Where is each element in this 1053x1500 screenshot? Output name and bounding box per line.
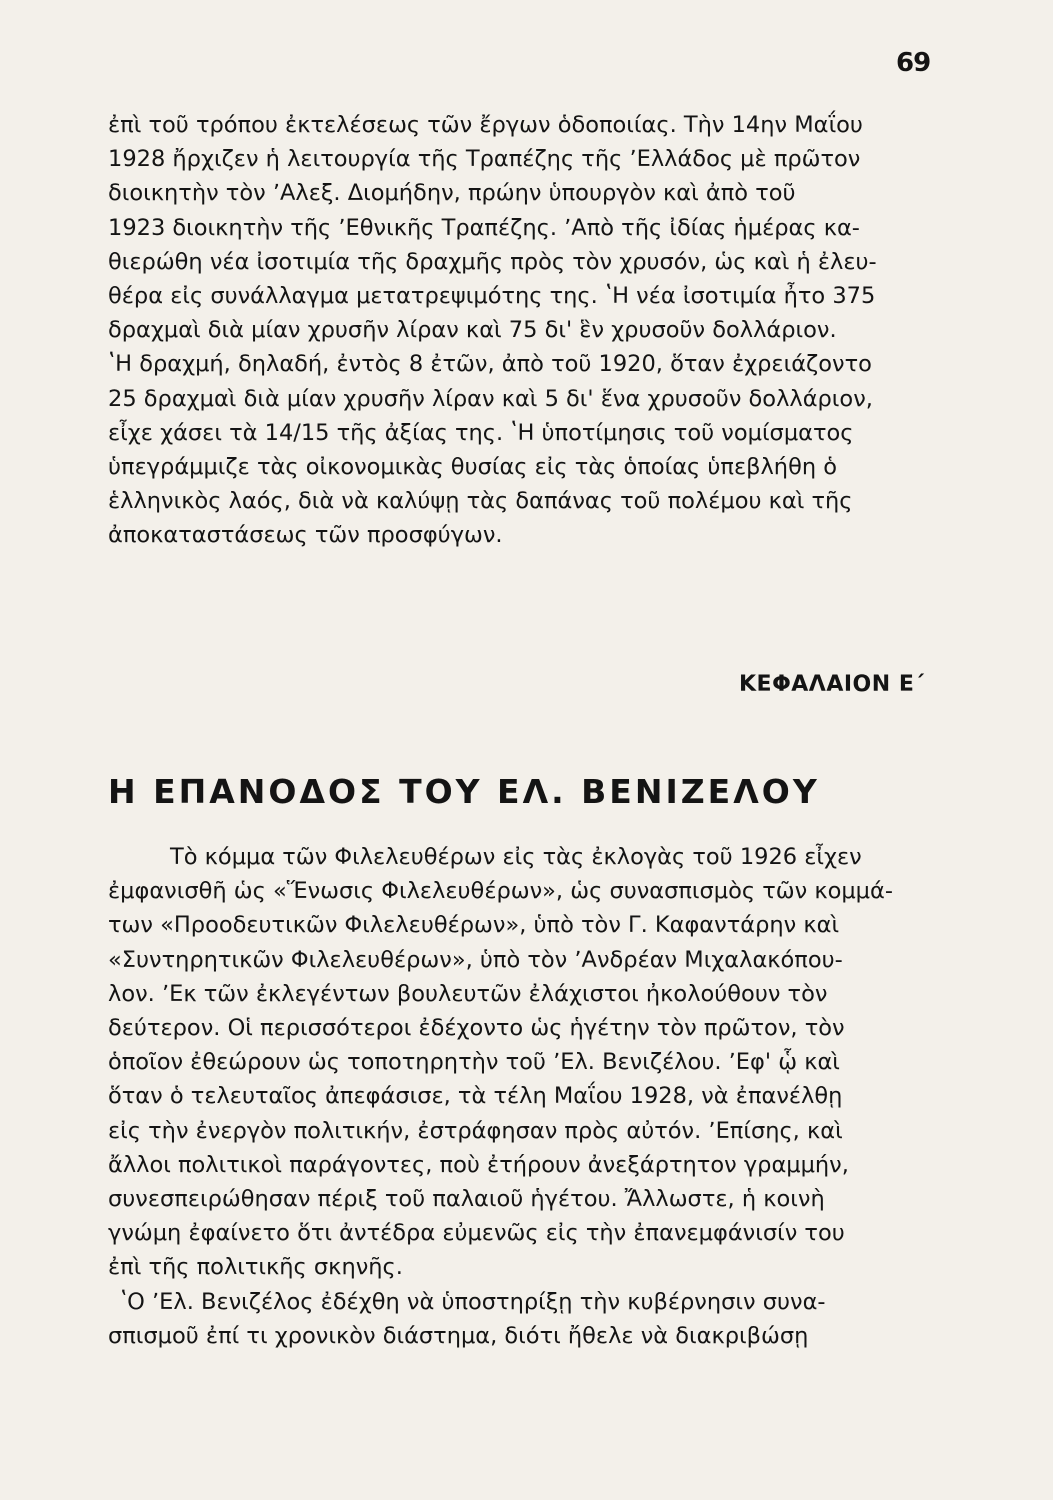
text-line: ἐπὶ τῆς πολιτικῆς σκηνῆς. [108, 1254, 403, 1281]
text-line: ὅταν ὁ τελευταῖος ἀπεφάσισε, τὰ τέλη Μαΐου 1928, νὰ ἐπανέλθῃ [108, 1083, 843, 1110]
text-line: ἄλλοι πολιτικοὶ παράγοντες, ποὺ ἐτήρουν ἀνεξάρτητον γραμμήν, [108, 1151, 849, 1178]
text-line: 25 δραχμαὶ διὰ μίαν χρυσῆν λίραν καὶ 5 δι' ἕνα χρυσοῦν δολλάριον, [108, 385, 873, 412]
text-line: Τὸ κόμμα τῶν Φιλελευθέρων εἰς τὰς ἐκλογὰς τοῦ 1926 εἶχεν [170, 844, 862, 870]
text-line: δεύτερον. Οἱ περισσότεροι ἐδέχοντο ὡς ἡγέτην τὸν πρῶτον, τὸν [108, 1015, 845, 1042]
text-line: σπισμοῦ ἐπί τι χρονικὸν διάστημα, διότι ἤθελε νὰ διακριβώσῃ [108, 1322, 809, 1349]
text-line: ʽΟ ʼΕλ. Βενιζέλος ἐδέχθη νὰ ὑποστηρίξῃ τὴν κυβέρνησιν συνα- [120, 1288, 826, 1315]
text-line: δραχμαὶ διὰ μίαν χρυσῆν λίραν καὶ 75 δι' ἓν χρυσοῦν δολλάριον. [108, 317, 837, 344]
text-line: ὁποῖον ἐθεώρουν ὡς τοποτηρητὴν τοῦ ʼΕλ. Βενιζέλου. ʼΕφ' ᾧ καὶ [108, 1049, 840, 1076]
chapter-label: ΚΕΦΑΛΑΙΟΝ Ε΄ [739, 672, 925, 697]
text-line: ἀποκαταστάσεως τῶν προσφύγων. [108, 522, 503, 549]
text-line: ʽΗ δραχμή, δηλαδή, ἐντὸς 8 ἐτῶν, ἀπὸ τοῦ 1920, ὅταν ἐχρειάζοντο [108, 351, 872, 378]
page-number: 69 [896, 48, 931, 78]
text-line: ἐπὶ τοῦ τρόπου ἐκτελέσεως τῶν ἔργων ὁδοποιίας. Τὴν 14ην Μαΐου [108, 112, 863, 138]
text-line: εἰς τὴν ἐνεργὸν πολιτικήν, ἐστράφησαν πρὸς αὐτόν. ʼΕπίσης, καὶ [108, 1117, 843, 1144]
text-line: γνώμη ἐφαίνετο ὅτι ἀντέδρα εὐμενῶς εἰς τὴν ἐπανεμφάνισίν του [108, 1220, 845, 1247]
text-line: ὑπεγράμμιζε τὰς οἰκονομικὰς θυσίας εἰς τὰς ὁποίας ὑπεβλήθη ὁ [108, 454, 838, 481]
text-line: διοικητὴν τὸν ʼΑλεξ. Διομήδην, πρώην ὑπουργὸν καὶ ἀπὸ τοῦ [108, 180, 796, 207]
text-line: λον. ʼΕκ τῶν ἐκλεγέντων βουλευτῶν ἐλάχιστοι ἠκολούθουν τὸν [108, 980, 828, 1007]
text-line: εἶχε χάσει τὰ 14/15 τῆς ἀξίας της. ʽΗ ὑποτίμησις τοῦ νομίσματος [108, 419, 854, 446]
text-line: «Συντηρητικῶν Φιλελευθέρων», ὑπὸ τὸν ʼΑνδρέαν Μιχαλακόπου- [108, 946, 843, 973]
text-line: συνεσπειρώθησαν πέριξ τοῦ παλαιοῦ ἡγέτου. Ἄλλωστε, ἡ κοινὴ [108, 1186, 825, 1213]
text-line: ἑλληνικὸς λαός, διὰ νὰ καλύψῃ τὰς δαπάνας τοῦ πολέμου καὶ τῆς [108, 488, 853, 515]
text-line: 1928 ἤρχιζεν ἡ λειτουργία τῆς Τραπέζης τῆς ʼΕλλάδος μὲ πρῶτον [108, 146, 861, 173]
text-line: των «Προοδευτικῶν Φιλελευθέρων», ὑπὸ τὸν Γ. Καφαντάρην καὶ [108, 912, 840, 939]
paragraph-2 [108, 840, 938, 1353]
paragraph-1 [108, 108, 938, 553]
text-line: ἐμφανισθῆ ὡς «Ἕνωσις Φιλελευθέρων», ὡς συνασπισμὸς τῶν κομμά- [108, 878, 893, 905]
text-line: θέρα εἰς συνάλλαγμα μετατρεψιμότης της. ʽΗ νέα ἰσοτιμία ἦτο 375 [108, 283, 876, 310]
chapter-title: Η ΕΠΑΝΟΔΟΣ ΤΟΥ ΕΛ. ΒΕΝΙΖΕΛΟΥ [108, 772, 820, 811]
text-line: θιερώθη νέα ἰσοτιμία τῆς δραχμῆς πρὸς τὸν χρυσόν, ὡς καὶ ἡ ἐλευ- [108, 248, 877, 275]
text-line: 1923 διοικητὴν τῆς ʼΕθνικῆς Τραπέζης. ʼΑπὸ τῆς ἰδίας ἡμέρας κα- [108, 214, 860, 241]
